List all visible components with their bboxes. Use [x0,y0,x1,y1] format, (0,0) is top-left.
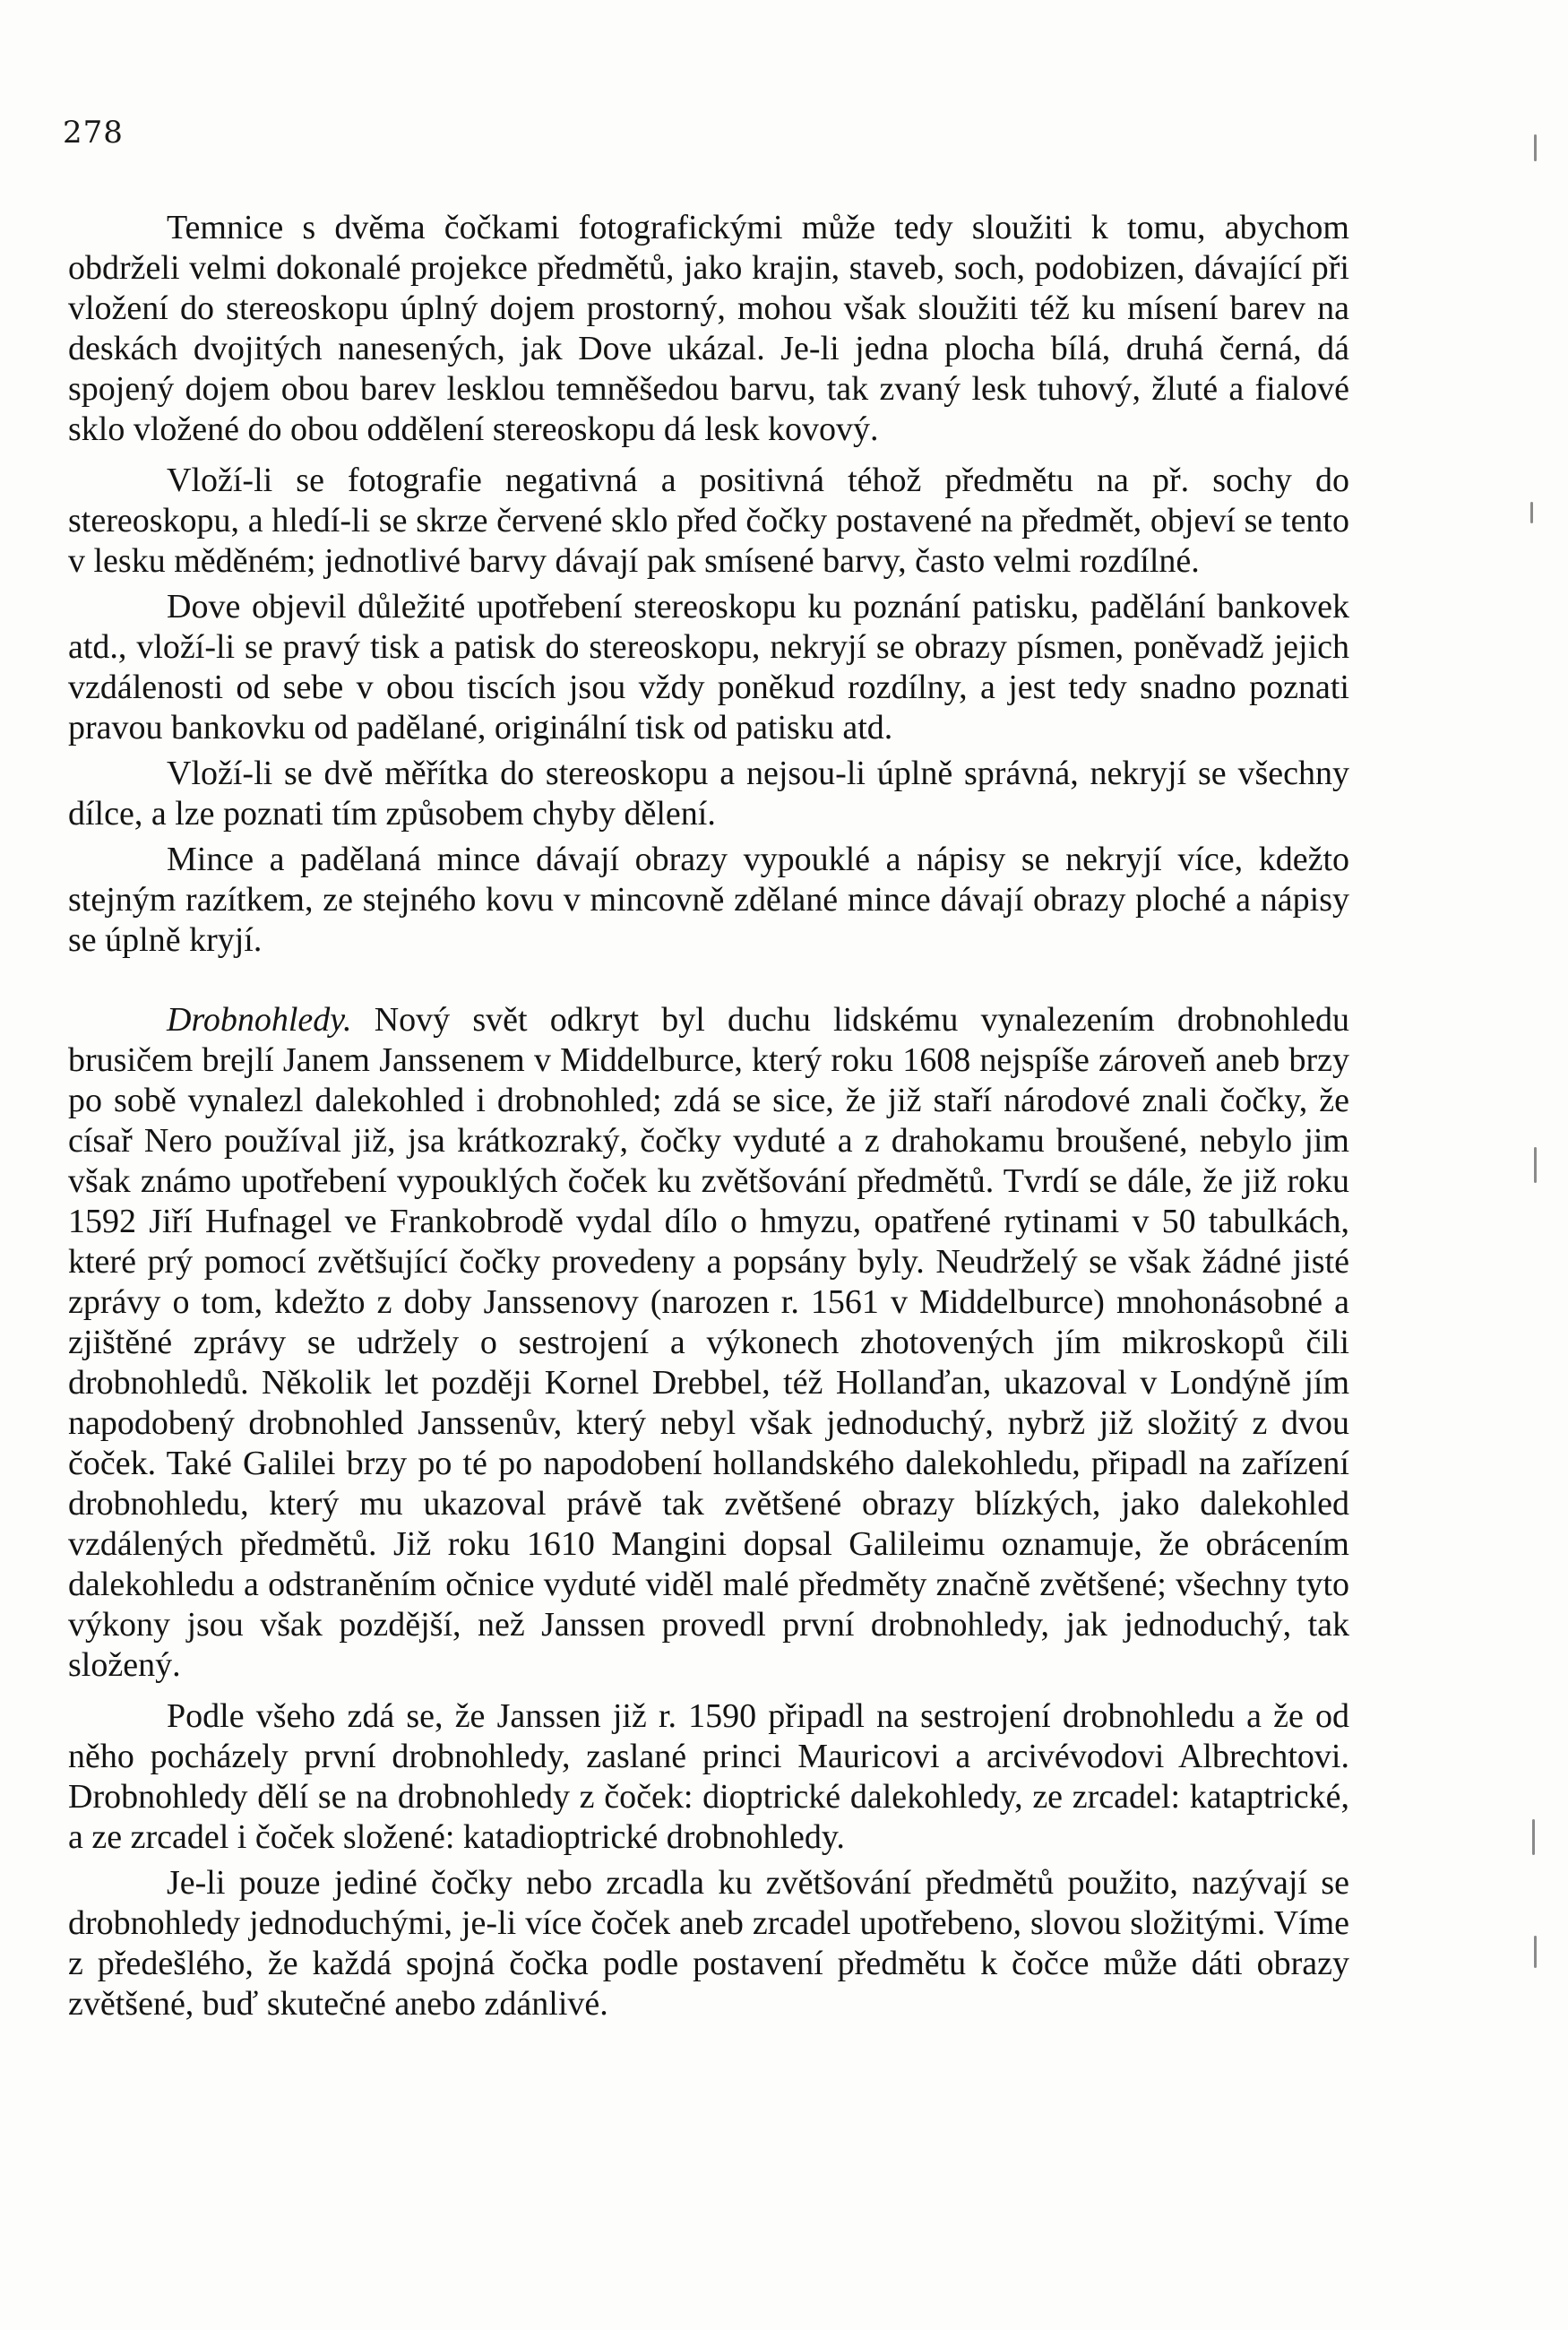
scan-mark [1532,1819,1535,1855]
body-text [68,208,1349,2030]
paragraph-stereo-projection: Temnice s dvěma čočkami fotografickými může tedy sloužiti k tomu, abychom obdrželi velmi dokonalé projekce předmětů, jako krajin, staveb, soch, podobizen, dávající při vložení do stereoskopu úplný dojem prostorný, mohou však sloužiti též ku mísení barev na deskách dvojitých nanesených, jak Dove ukázal. Je-li jedna plocha bílá, druhá černá, dá spojený dojem obou barev lesklou temněšedou barvu, tak zvaný lesk tuhový, žluté a fialové sklo vložené do obou oddělení stereoskopu dá lesk kovový. [68,209,1349,448]
section-heading-drobnohledy: Drobnohledy. [167,1001,352,1039]
scan-mark [1530,502,1533,523]
paragraph-coins: Mince a padělaná mince dávají obrazy vypouklé a nápisy se nekryjí více, kdežto stejným razítkem, ze stejného kovu v mincovně zdělané mince dávají obrazy ploché a nápisy se úplně kryjí. [68,841,1349,959]
paragraph-negative-positive: Vloží-li se fotografie negativná a positivná téhož předmětu na př. sochy do stereoskopu, a hledí-li se skrze červené sklo před čočky postavené na předmět, objeví se tento v lesku měděném; jednotlivé barvy dávají pak smísené barvy, často velmi rozdílné. [68,462,1349,580]
paragraph-dove-banknotes: Dove objevil důležité upotřebení stereoskopu ku poznání patisku, padělání bankovek atd., vloží-li se pravý tisk a patisk do stereoskopu, nekryjí se obrazy písmen, poněvadž jejich vzdálenosti od sebe v obou tiscích jsou vždy poněkud rozdílny, a jest tedy snadno poznati pravou bankovku od padělané, originální tisk od patisku atd. [68,588,1349,746]
scan-mark [1534,1936,1537,1968]
scan-mark [1534,134,1537,161]
paragraph-scales: Vloží-li se dvě měřítka do stereoskopu a nejsou-li úplně správná, nekryjí se všechny dílce, a lze poznati tím způsobem chyby dělení. [68,755,1349,833]
paragraph-microscopes-history-text: Nový svět odkryt byl duchu lidskému vynalezením drobnohledu brusičem brejlí Janem Janssenem v Middelburce, který roku 1608 nejspíše zároveň aneb brzy po sobě vynalezl dalekohled i drobnohled; zdá se sice, že již staří národové znali čočky, že císař Nero používal již, jsa krátkozraký, čočky vyduté a z drahokamu broušené, nebylo jim však známo upotřebení vypouklých čoček ku zvětšování předmětů. Tvrdí se dále, že již roku 1592 Jiří Hufnagel ve Frankobrodě vydal dílo o hmyzu, opatřené rytinami v 50 tabulkách, které prý pomocí zvětšující čočky provedeny a popsány byly. Neudrželý se však žádné jisté zprávy o tom, kdežto z doby Janssenovy (narozen r. 1561 v Middelburce) mnohonásobné a zjištěné zprávy se udržely o sestrojení a výkonech zhotovených jím mikroskopů čili drobnohledů. Několik let později Kornel Drebbel, též Hollanďan, ukazoval v Londýně jím napodobený drobnohled Janssenův, který nebyl však jednoduchý, nybrž již složitý z dvou čoček. Také Galilei brzy po té po napodobení hollandského dalekohledu, připadl na zařízení drobnohledu, který mu ukazoval právě tak zvětšené obrazy blízkých, jako dalekohled vzdálených předmětů. Již roku 1610 Mangini dopsal Galileimu oznamuje, že obrácením dalekohledu a odstraněním očnice vyduté viděl malé předměty značně zvětšené; všechny tyto výkony jsou však pozdější, než Janssen provedl první drobnohledy, jak jednoduchý, tak složený. [68,1001,1349,1684]
scan-mark [1534,1147,1537,1183]
paragraph-microscopes-history [68,1000,1349,1686]
paragraph-janssen-1590: Podle všeho zdá se, že Janssen již r. 1590 připadl na sestrojení drobnohledu a že od něho pocházely první drobnohledy, zaslané princi Mauricovi a arcivévodovi Albrechtovi. Drobnohledy dělí se na drobnohledy z čoček: dioptrické dalekohledy, ze zrcadel: kataptrické, a ze zrcadel i čoček složené: katadioptrické drobnohledy. [68,1697,1349,1856]
page-number: 278 [63,115,124,151]
paragraph-simple-compound: Je-li pouze jediné čočky nebo zrcadla ku zvětšování předmětů použito, nazývají se drobnohledy jednoduchými, je-li více čoček aneb zrcadel upotřebeno, slovou složitými. Víme z předešlého, že každá spojná čočka podle postavení předmětu k čočce může dáti obrazy zvětšené, buď skutečné anebo zdánlivé. [68,1864,1349,2023]
